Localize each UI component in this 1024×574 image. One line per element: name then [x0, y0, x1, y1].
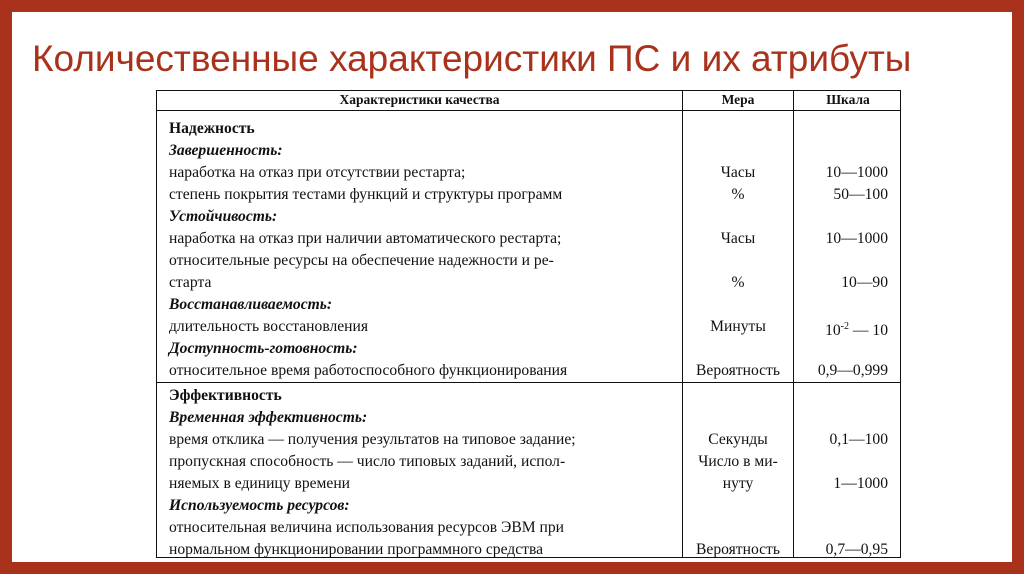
- row-text: относительное время работоспособного функционирования: [169, 362, 568, 379]
- subheading-resource-usage: Используемость ресурсов:: [169, 497, 350, 514]
- row-text: пропускная способность — число типовых заданий, испол-: [169, 453, 566, 470]
- scale-cell: 0,7—0,95: [825, 541, 888, 558]
- row-text: степень покрытия тестами функций и структуры программ: [169, 186, 563, 203]
- subheading-availability: Доступность-готовность:: [169, 340, 358, 357]
- section-divider: [157, 382, 900, 383]
- row-text: старта: [169, 274, 212, 291]
- row-text: время отклика — получения результатов на типовое задание;: [169, 431, 576, 448]
- subheading-stability: Устойчивость:: [169, 208, 278, 225]
- measure-cell: %: [731, 274, 745, 291]
- measure-cell: Часы: [720, 230, 756, 247]
- scale-base: 10: [825, 322, 841, 339]
- header-measure: Мера: [721, 92, 755, 107]
- row-text: нормальном функционировании программного средства: [169, 541, 544, 558]
- scale-cell: 10—1000: [825, 164, 888, 181]
- subheading-time-efficiency: Временная эффективность:: [169, 409, 368, 426]
- slide-title: Количественные характеристики ПС и их атрибуты: [32, 38, 912, 79]
- row-text: относительная величина использования ресурсов ЭВМ при: [169, 519, 564, 536]
- section-heading-reliability: Надежность: [169, 120, 255, 137]
- section-heading-efficiency: Эффективность: [169, 387, 282, 404]
- measure-cell: Часы: [720, 164, 756, 181]
- scale-cell: 0,9—0,999: [817, 362, 888, 379]
- row-text: длительность восстановления: [169, 318, 369, 335]
- header-scale: Шкала: [826, 92, 870, 107]
- subheading-completeness: Завершенность:: [169, 142, 283, 159]
- measure-cell: Минуты: [710, 318, 766, 335]
- measure-cell: %: [731, 186, 745, 203]
- measure-cell: Вероятность: [696, 541, 780, 558]
- measure-cell: Число в ми-: [698, 453, 778, 470]
- row-text: наработка на отказ при отсутствии рестарта;: [169, 164, 466, 181]
- scale-cell: [825, 317, 888, 341]
- row-text: относительные ресурсы на обеспечение надежности и ре-: [169, 252, 554, 269]
- scale-cell: 0,1—100: [829, 431, 888, 448]
- quality-table: [156, 90, 901, 558]
- row-text: няемых в единицу времени: [169, 475, 351, 492]
- row-text: наработка на отказ при наличии автоматического рестарта;: [169, 230, 562, 247]
- header-divider: [157, 110, 900, 111]
- measure-cell: Секунды: [708, 431, 768, 448]
- subheading-recoverability: Восстанавливаемость:: [169, 296, 333, 313]
- scale-cell: 1—1000: [833, 475, 888, 492]
- scale-cell: 10—1000: [825, 230, 888, 247]
- scale-cell: 10—90: [841, 274, 888, 291]
- measure-cell: Вероятность: [696, 362, 780, 379]
- column-divider: [793, 91, 794, 557]
- measure-cell: нуту: [722, 475, 754, 492]
- header-characteristic: Характеристики качества: [339, 92, 500, 107]
- slide: [12, 12, 1012, 562]
- scale-exponent: -2: [840, 321, 850, 332]
- scale-cell: 50—100: [833, 186, 888, 203]
- scale-rest: — 10: [849, 322, 888, 339]
